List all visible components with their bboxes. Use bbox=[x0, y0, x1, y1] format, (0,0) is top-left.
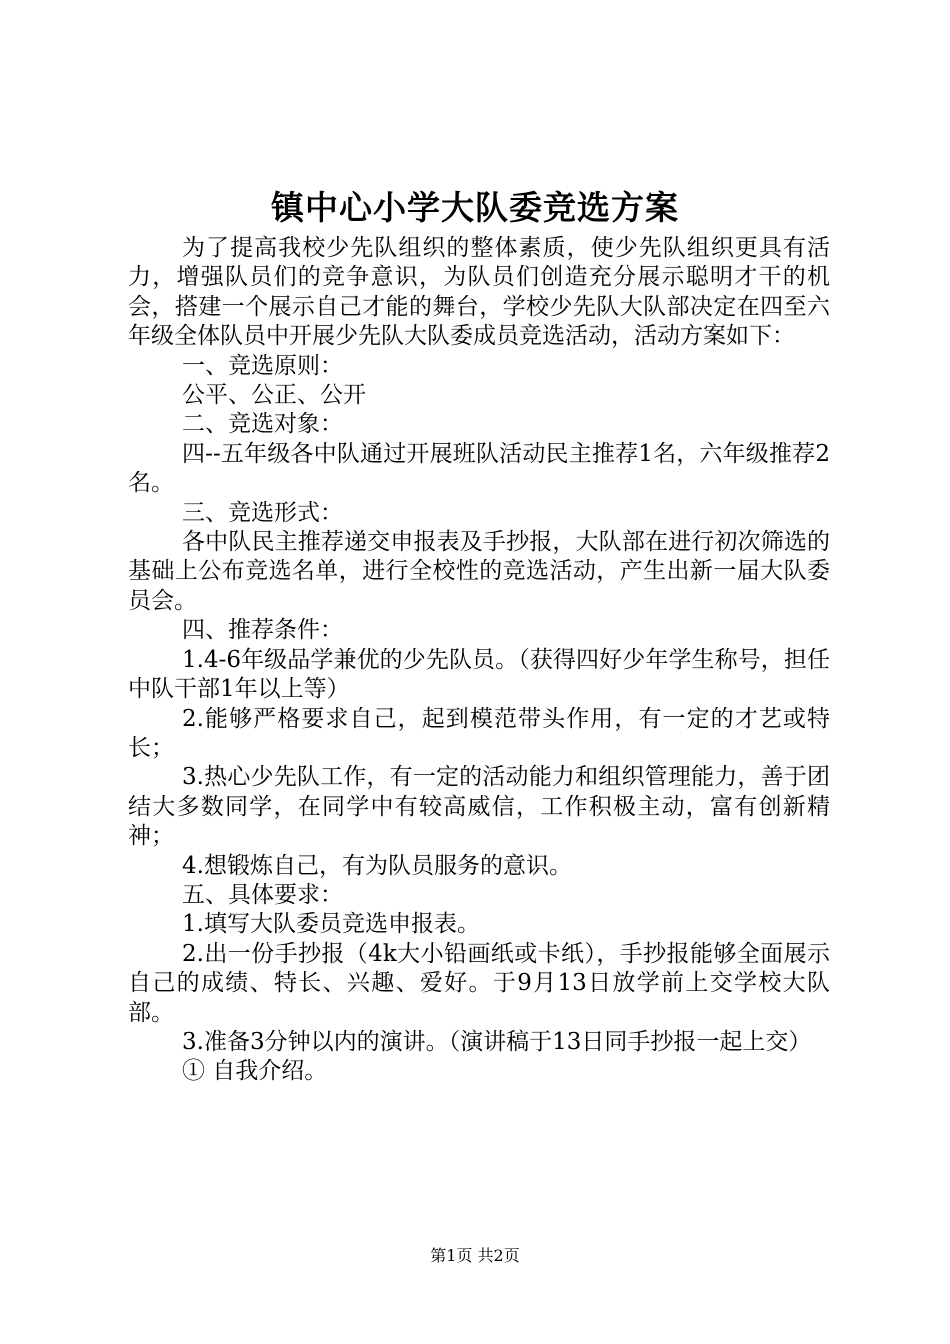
section-heading-conditions: 四、推荐条件： bbox=[182, 617, 343, 644]
section-heading-targets: 二、竞选对象： bbox=[182, 411, 343, 438]
condition-item-2: 2.能够严格要求自己，起到模范带头作用，有一定的才艺或特长； bbox=[128, 705, 830, 761]
intro-paragraph: 为了提高我校少先队组织的整体素质，使少先队组织更具有活力，增强队员们的竞争意识，为队员们创造充分展示聪明才干的机会，搭建一个展示自己才能的舞台，学校少先队大队部决定在四至六年级全体队员中开展少先队大队委成员竞选活动，活动方案如下： bbox=[128, 235, 830, 350]
format-text: 各中队民主推荐递交申报表及手抄报，大队部在进行初次筛选的基础上公布竞选名单，进行全校性的竞选活动，产生出新一届大队委员会。 bbox=[128, 529, 830, 614]
condition-item-4: 4.想锻炼自己，有为队员服务的意识。 bbox=[182, 852, 572, 879]
principles-text: 公平、公正、公开 bbox=[182, 382, 366, 409]
requirement-item-1: 1.填写大队委员竞选申报表。 bbox=[182, 911, 480, 938]
document-title: 镇中心小学大队委竞选方案 bbox=[271, 188, 679, 227]
targets-text: 四--五年级各中队通过开展班队活动民主推荐1名，六年级推荐2名。 bbox=[128, 440, 830, 497]
requirement-item-2: 2.出一份手抄报（4k大小铅画纸或卡纸），手抄报能够全面展示自己的成绩、特长、兴趣、爱好。于9月13日放学前上交学校大队部。 bbox=[128, 940, 830, 1026]
condition-item-3: 3.热心少先队工作，有一定的活动能力和组织管理能力，善于团结大多数同学，在同学中有较高威信，工作积极主动，富有创新精神； bbox=[128, 764, 830, 850]
section-heading-principles: 一、竞选原则： bbox=[182, 352, 343, 379]
document-body bbox=[128, 234, 830, 1087]
requirement-item-3: 3.准备3分钟以内的演讲。（演讲稿于13日同手抄报一起上交） bbox=[182, 1028, 812, 1055]
speech-item-1: ① 自我介绍。 bbox=[182, 1058, 328, 1085]
section-heading-format: 三、竞选形式： bbox=[182, 499, 343, 526]
condition-item-1: 1.4-6年级品学兼优的少先队员。（获得四好少年学生称号，担任中队干部1年以上等） bbox=[128, 646, 830, 703]
page-number-footer: 第1页 共2页 bbox=[430, 1246, 520, 1265]
section-heading-requirements: 五、具体要求： bbox=[182, 881, 343, 908]
